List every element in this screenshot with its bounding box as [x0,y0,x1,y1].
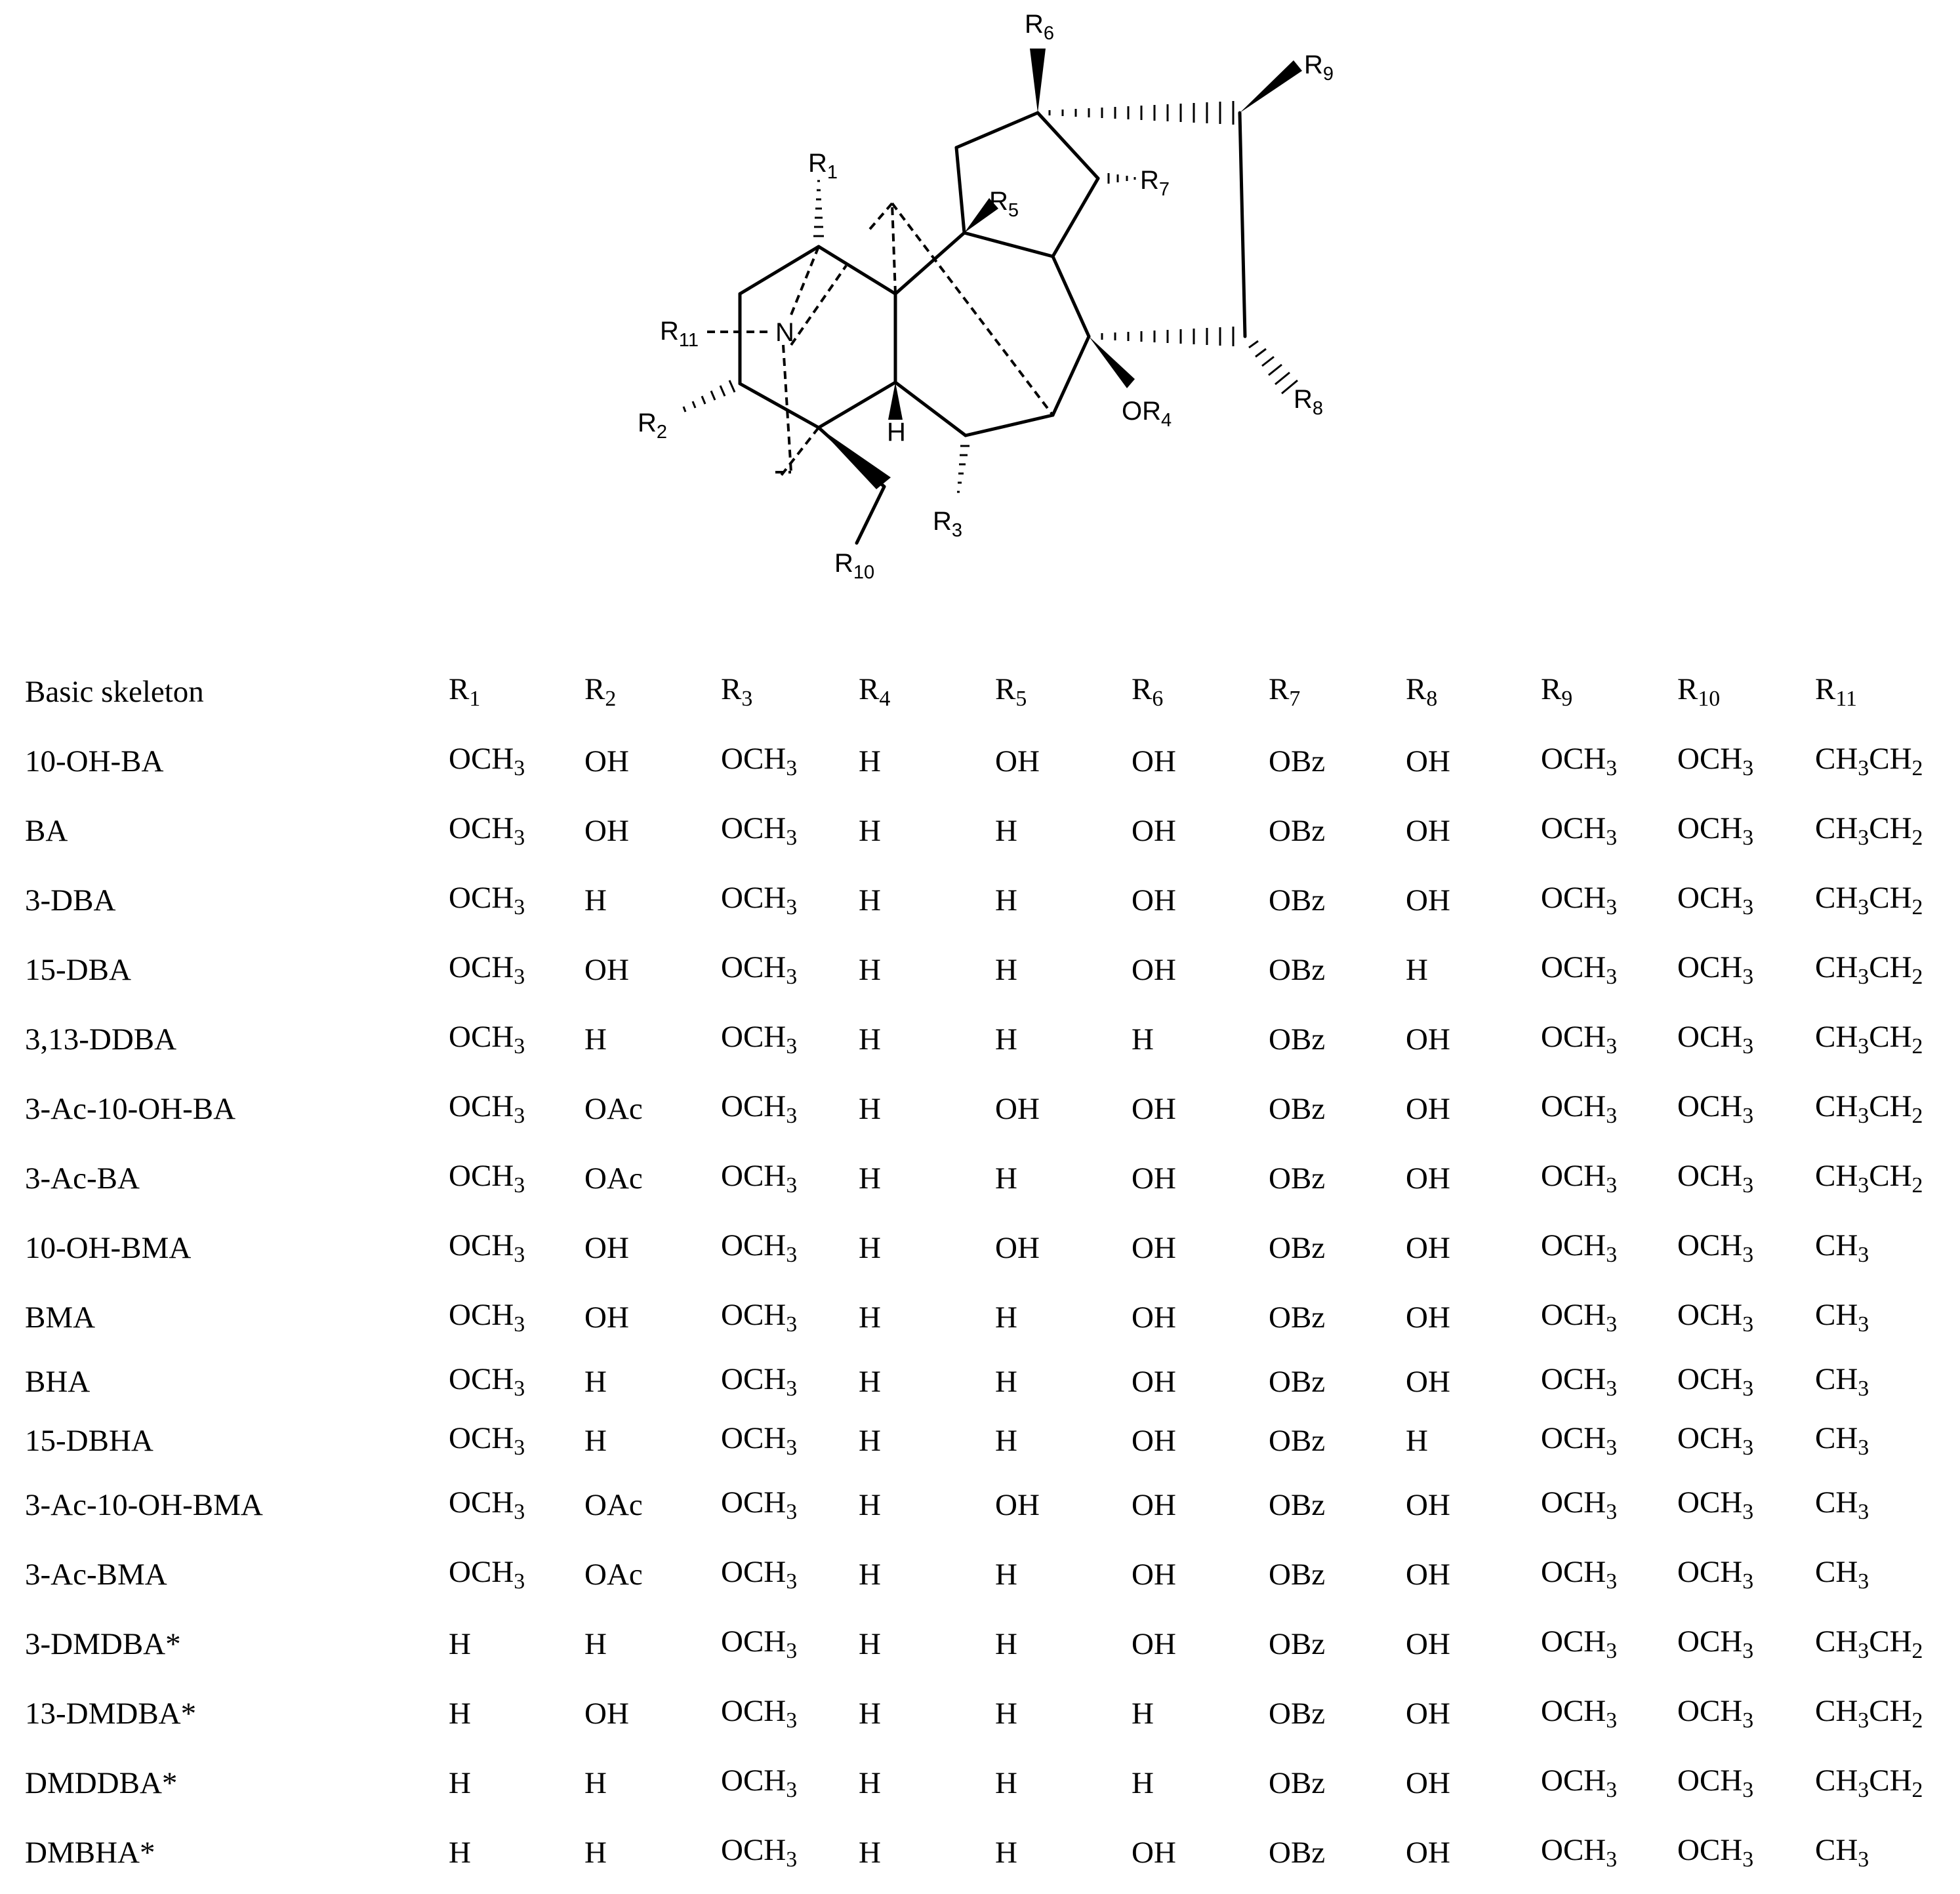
substituent-cell: OBz [1269,1697,1326,1731]
substituent-cell: $OCH_3$ [449,742,525,781]
substituent-cell: $OCH_3$ [721,1228,798,1268]
hydrogen-atom: H [887,418,906,447]
compound-name-cell: BMA [25,1300,96,1335]
column-header: $R_8$ [1406,672,1438,712]
substituent-cell: $OCH_3$ [721,950,798,990]
table-row [25,1005,1946,1074]
substituent-cell: $OCH_3$ [1677,1694,1754,1733]
substituent-cell: H [1132,1022,1154,1057]
substituent-cell: $OCH_3$ [721,1763,798,1803]
substituent-cell: H [859,1488,881,1522]
column-header: $R_{10}$ [1677,672,1721,712]
column-header: $R_{11}$ [1815,672,1857,712]
substituent-cell: H [859,1300,881,1335]
substituent-cell: OBz [1269,814,1326,848]
compound-name-cell: 3-DBA [25,883,116,917]
chemical-structure [0,0,1960,610]
substituent-cell: H [584,1424,607,1458]
compound-name-cell: 3-Ac-BMA [25,1558,167,1592]
substituent-cell: H [859,1022,881,1057]
substituent-cell: $OCH_3$ [1541,1555,1618,1594]
substituent-cell: H [995,953,1017,987]
table-row [25,1213,1946,1283]
nitrogen-atom: N [775,318,794,347]
substituent-cell: H [859,744,881,778]
substituent-cell: $OCH_3$ [721,1485,798,1525]
substituent-cell: OH [1406,1022,1450,1057]
substituent-cell: OH [1406,744,1450,778]
substituent-cell: $OCH_3$ [1541,1020,1618,1059]
substituent-cell: $OCH_3$ [449,1555,525,1594]
substituent-cell: $OCH_3$ [721,1159,798,1198]
substituent-cell: H [1406,1424,1428,1458]
substituent-cell: H [859,953,881,987]
table-row [25,935,1946,1005]
substituent-cell: $OCH_3$ [721,1362,798,1401]
substituent-r7: $R_7$ [1140,166,1170,200]
substituent-cell: H [995,1627,1017,1661]
substituent-cell: OBz [1269,1365,1326,1399]
substituent-cell: $OCH_3$ [1677,1485,1754,1525]
substituent-cell: $OCH_3$ [721,1089,798,1129]
substituent-cell: $OCH_3$ [1677,1555,1754,1594]
substituent-cell: $CH_3CH_2$ [1815,811,1923,851]
substituent-cell: OH [995,1231,1040,1265]
substituent-cell: $OCH_3$ [1677,1020,1754,1059]
substituent-cell: $OCH_3$ [1541,1298,1618,1337]
table-row [25,866,1946,935]
substituent-cell: OAc [584,1558,643,1592]
substituent-cell: $OCH_3$ [449,1159,525,1198]
substituent-cell: OH [1406,1231,1450,1265]
substituent-cell: OH [1132,1161,1176,1196]
substituent-cell: $OCH_3$ [449,1421,525,1461]
substituent-cell: OH [1132,1627,1176,1661]
substituent-cell: H [995,883,1017,917]
substituent-cell: OH [1132,1424,1176,1458]
substituent-cell: OH [995,1488,1040,1522]
substituent-cell: OBz [1269,1161,1326,1196]
table-row [25,1074,1946,1144]
substituent-cell: $OCH_3$ [1541,1362,1618,1401]
substituent-cell: OBz [1269,1766,1326,1800]
substituent-cell: OH [995,1092,1040,1126]
substituent-cell: OH [1132,1365,1176,1399]
substituent-cell: OAc [584,1488,643,1522]
substituent-cell: $OCH_3$ [721,881,798,920]
substituent-cell: $OCH_3$ [1677,1089,1754,1129]
table-row [25,1470,1946,1540]
substituent-cell: $OCH_3$ [721,811,798,851]
substituent-cell: H [1132,1766,1154,1800]
substituent-cell: OH [1406,1365,1450,1399]
substituent-cell: H [859,1161,881,1196]
substituent-cell: H [995,1558,1017,1592]
substituent-cell: H [995,1836,1017,1870]
substituent-cell: OH [1132,1300,1176,1335]
substituent-cell: $CH_3$ [1815,1555,1869,1594]
substituent-cell: OH [584,1300,629,1335]
substituent-cell: $CH_3$ [1815,1228,1869,1268]
substituent-cell: $CH_3CH_2$ [1815,1020,1923,1059]
substituent-cell: H [859,1558,881,1592]
table-row [25,1144,1946,1213]
substituent-cell: $OCH_3$ [449,1362,525,1401]
substituent-cell: OBz [1269,1300,1326,1335]
compound-name-cell: 15-DBA [25,953,131,987]
substituent-cell: OBz [1269,883,1326,917]
substituent-cell: $CH_3$ [1815,1362,1869,1401]
substituent-cell: $OCH_3$ [1541,950,1618,990]
substituent-cell: $OCH_3$ [721,742,798,781]
substituent-cell: OBz [1269,1092,1326,1126]
substituent-cell: OH [1406,1627,1450,1661]
substituent-cell: OH [1406,1558,1450,1592]
substituent-cell: $OCH_3$ [721,1694,798,1733]
substituent-cell: OH [1132,1231,1176,1265]
substituent-cell: OH [1132,744,1176,778]
substituent-cell: OBz [1269,1022,1326,1057]
compound-name-cell: 3-Ac-BA [25,1161,140,1196]
substituent-cell: H [995,1766,1017,1800]
substituent-cell: H [449,1627,471,1661]
substituent-cell: OBz [1269,1836,1326,1870]
substituent-cell: H [995,1424,1017,1458]
substituent-cell: OBz [1269,744,1326,778]
substituent-cell: H [449,1766,471,1800]
compound-name-cell: 3-Ac-10-OH-BA [25,1092,236,1126]
compound-name-cell: DMDDBA* [25,1766,178,1800]
substituent-cell: H [859,1627,881,1661]
substituent-cell: H [859,814,881,848]
substituent-cell: $OCH_3$ [1677,742,1754,781]
substituent-cell: $CH_3CH_2$ [1815,1694,1923,1733]
substituent-r3: $R_3$ [933,507,963,541]
substituent-cell: $OCH_3$ [721,1421,798,1461]
compound-name-cell: BA [25,814,68,848]
substituent-cell: OBz [1269,1424,1326,1458]
substituent-r5: $R_5$ [989,187,1019,221]
substituent-cell: OH [1132,953,1176,987]
substituent-r11: $R_{11}$ [660,317,699,351]
compound-name-cell: 15-DBHA [25,1424,153,1458]
compound-name-cell: DMBHA* [25,1836,155,1870]
substituent-r8: $R_8$ [1294,385,1324,419]
substituent-cell: $OCH_3$ [1541,1089,1618,1129]
substituent-cell: $OCH_3$ [1677,950,1754,990]
substituent-cell: H [995,1022,1017,1057]
substituent-cell: OH [1132,1558,1176,1592]
substituent-r6: $R_6$ [1025,10,1055,44]
table-row [25,1540,1946,1609]
substituent-cell: $OCH_3$ [1541,1694,1618,1733]
substituent-cell: H [859,1231,881,1265]
column-header: Basic skeleton [25,675,204,709]
substituent-cell: $OCH_3$ [1541,1228,1618,1268]
compound-name-cell: BHA [25,1365,91,1399]
substituent-cell: $OCH_3$ [1677,1624,1754,1664]
substituent-cell: $CH_3$ [1815,1833,1869,1872]
substituent-cell: OH [1132,814,1176,848]
substituent-cell: $OCH_3$ [449,881,525,920]
table-row [25,1609,1946,1679]
substituent-cell: $OCH_3$ [1677,1228,1754,1268]
column-header: $R_5$ [995,672,1027,712]
substituent-cell: OH [1406,1092,1450,1126]
substituent-cell: $CH_3CH_2$ [1815,1089,1923,1129]
substituent-cell: OH [1406,883,1450,917]
substituent-cell: $CH_3CH_2$ [1815,950,1923,990]
compound-name-cell: 10-OH-BMA [25,1231,192,1265]
substituent-cell: H [995,1365,1017,1399]
substituent-cell: OH [1406,1488,1450,1522]
substituent-cell: $OCH_3$ [449,1020,525,1059]
substituent-cell: $OCH_3$ [449,811,525,851]
substituent-cell: OH [1132,1836,1176,1870]
substituent-cell: H [584,1022,607,1057]
substituent-r1: $R_1$ [808,149,838,183]
table-row [25,1283,1946,1352]
substituent-cell: $OCH_3$ [1541,1763,1618,1803]
substituent-cell: OBz [1269,1558,1326,1592]
substituent-cell: $OCH_3$ [1677,811,1754,851]
substituent-cell: OH [584,953,629,987]
substituent-cell: $CH_3CH_2$ [1815,742,1923,781]
substituent-cell: OH [584,814,629,848]
column-header: $R_9$ [1541,672,1573,712]
substituent-cell: OAc [584,1161,643,1196]
compound-name-cell: 3,13-DDBA [25,1022,177,1057]
substituent-cell: $OCH_3$ [449,1298,525,1337]
column-header: $R_7$ [1269,672,1301,712]
compound-name-cell: 3-Ac-10-OH-BMA [25,1488,263,1522]
substituent-table [25,657,1946,1887]
substituent-cell: $OCH_3$ [1677,1833,1754,1872]
substituent-cell: OH [584,744,629,778]
substituent-cell: $OCH_3$ [721,1555,798,1594]
substituent-cell: OH [1406,1836,1450,1870]
substituent-cell: $OCH_3$ [1541,881,1618,920]
substituent-cell: H [584,1627,607,1661]
substituent-r4: $OR_4$ [1122,397,1172,431]
substituent-cell: OH [1406,1161,1450,1196]
substituent-cell: OH [1406,814,1450,848]
substituent-cell: $CH_3$ [1815,1421,1869,1461]
table-header-row [25,657,1946,727]
hashed-wedges [684,101,1297,492]
compound-name-cell: 10-OH-BA [25,744,164,778]
substituent-cell: $CH_3CH_2$ [1815,1159,1923,1198]
substituent-cell: $CH_3CH_2$ [1815,1624,1923,1664]
substituent-cell: H [859,1766,881,1800]
substituent-cell: H [449,1697,471,1731]
substituent-cell: $OCH_3$ [1541,1159,1618,1198]
substituent-cell: H [995,1697,1017,1731]
substituent-r9: $R_9$ [1304,50,1334,85]
substituent-cell: $OCH_3$ [449,950,525,990]
substituent-cell: H [584,883,607,917]
column-header: $R_4$ [859,672,891,712]
substituent-cell: $OCH_3$ [1541,1421,1618,1461]
substituent-cell: H [584,1836,607,1870]
substituent-cell: $OCH_3$ [1541,1624,1618,1664]
table-row [25,796,1946,866]
substituent-cell: $OCH_3$ [1677,1159,1754,1198]
substituent-cell: H [584,1365,607,1399]
substituent-cell: H [584,1766,607,1800]
substituent-cell: $OCH_3$ [449,1089,525,1129]
substituent-cell: $OCH_3$ [1541,742,1618,781]
substituent-cell: $OCH_3$ [721,1833,798,1872]
substituent-cell: $OCH_3$ [1541,811,1618,851]
substituent-cell: OBz [1269,1488,1326,1522]
substituent-cell: $OCH_3$ [1677,1421,1754,1461]
substituent-cell: H [859,1092,881,1126]
substituent-cell: OH [1406,1300,1450,1335]
substituent-cell: $OCH_3$ [721,1624,798,1664]
substituent-cell: $OCH_3$ [1677,881,1754,920]
substituent-cell: $CH_3$ [1815,1298,1869,1337]
substituent-r2: $R_2$ [638,409,668,443]
substituent-cell: H [1132,1697,1154,1731]
substituent-cell: OBz [1269,1231,1326,1265]
substituent-cell: H [859,1424,881,1458]
column-header: $R_6$ [1132,672,1164,712]
substituent-cell: $OCH_3$ [449,1485,525,1525]
substituent-cell: $OCH_3$ [721,1020,798,1059]
substituent-cell: $OCH_3$ [1677,1763,1754,1803]
column-header: $R_3$ [721,672,753,712]
substituent-cell: $OCH_3$ [1677,1362,1754,1401]
substituent-cell: OH [1406,1766,1450,1800]
substituent-cell: H [859,1365,881,1399]
substituent-cell: $OCH_3$ [1541,1833,1618,1872]
substituent-cell: OH [584,1697,629,1731]
table-row [25,1748,1946,1818]
substituent-cell: OAc [584,1092,643,1126]
table-row [25,1352,1946,1411]
table-row [25,1411,1946,1470]
substituent-cell: OH [1406,1697,1450,1731]
substituent-r10: $R_{10}$ [834,549,875,583]
substituent-cell: OH [995,744,1040,778]
compound-name-cell: 3-DMDBA* [25,1627,181,1661]
substituent-cell: H [859,1836,881,1870]
column-header: $R_1$ [449,672,481,712]
substituent-cell: OBz [1269,953,1326,987]
substituent-cell: $OCH_3$ [1541,1485,1618,1525]
substituent-cell: H [1406,953,1428,987]
substituent-cell: $OCH_3$ [1677,1298,1754,1337]
substituent-cell: OH [1132,1092,1176,1126]
substituent-cell: OH [1132,1488,1176,1522]
substituent-cell: $CH_3CH_2$ [1815,881,1923,920]
substituent-cell: OH [584,1231,629,1265]
table-row [25,727,1946,796]
substituent-cell: OBz [1269,1627,1326,1661]
substituent-cell: H [859,1697,881,1731]
substituent-cell: H [995,814,1017,848]
table-row [25,1679,1946,1748]
table-row [25,1818,1946,1887]
substituent-cell: H [995,1300,1017,1335]
substituent-cell: $OCH_3$ [721,1298,798,1337]
substituent-cell: OH [1132,883,1176,917]
column-header: $R_2$ [584,672,617,712]
substituent-cell: H [995,1161,1017,1196]
substituent-cell: $CH_3$ [1815,1485,1869,1525]
substituent-cell: H [449,1836,471,1870]
substituent-cell: H [859,883,881,917]
compound-name-cell: 13-DMDBA* [25,1697,197,1731]
substituent-cell: $CH_3CH_2$ [1815,1763,1923,1803]
substituent-cell: $OCH_3$ [449,1228,525,1268]
